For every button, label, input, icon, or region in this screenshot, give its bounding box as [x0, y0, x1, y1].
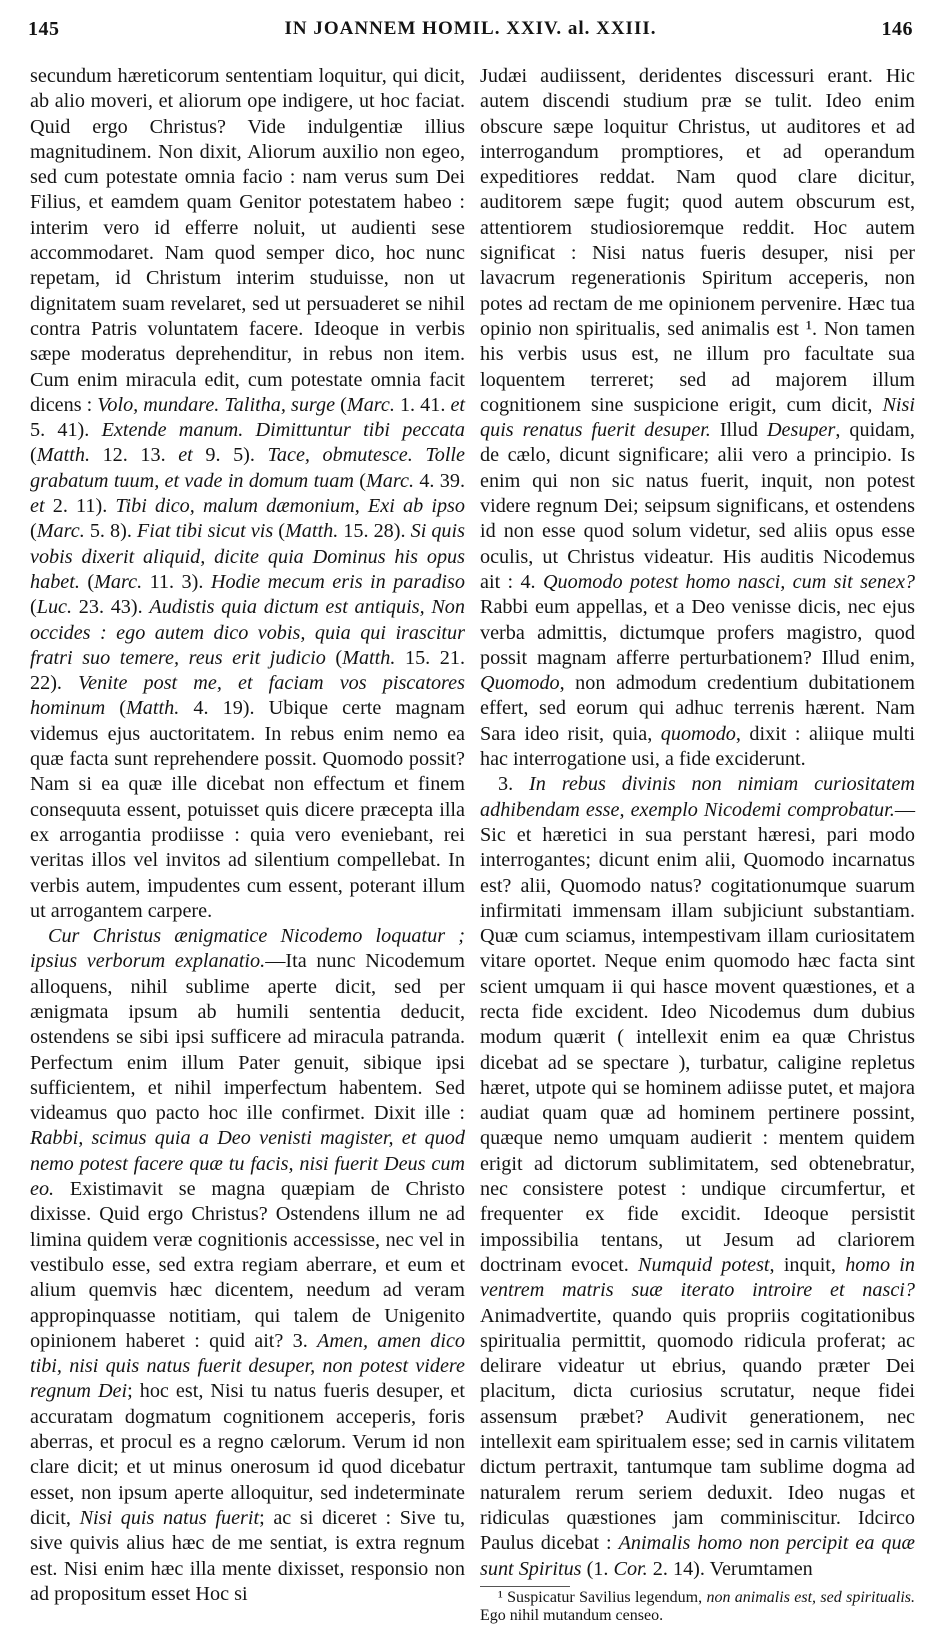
text-run: ( — [79, 570, 95, 593]
italic-run: Marc. — [94, 570, 143, 593]
text-run: Judæi audiissent, deridentes discessuri erant. Hic autem discendi studium præ se tulit. Ideo enim obscure sæpe loquitur Christus, ut auditores et ad interrogandum promptiores, et ad operandum expeditiores reddat. Nam quod clare dicitur, auditorem sæpe fugit; quod autem obscurum est, attentiorem studiosioremque reddit. Hoc autem significat : Nisi natus fueris desuper, nisi per lavacrum regenerationis Spiritum acceperis, non potes ad rectam de me opinionem pervenire. Hæc tua opinio non spiritualis, sed animalis est ¹. Non tamen his verbis usus est, ne illum pro facultate sua loquentem terreret; sed ad majorem illum cognitionem sine suspicione erigit, cum dicit, — [480, 65, 915, 416]
italic-run: Nisi quis renatus fuerit desuper. — [480, 393, 915, 442]
text-run: Illud — [710, 419, 767, 442]
italic-run: et — [30, 495, 45, 518]
text-run: 23. 43). — [72, 596, 150, 619]
text-run: —Sic et hæretici in sua perstant hæresi, pari modo interrogantes; dicunt enim alii, Quomodo incarnatus est? alii, Quomodo natus? cogitationumque suarum infirmitati immensam illam subjiciunt substantiam. Quæ cum sciamus, intempestivam illam curiositatem vitare oportet. Neque enim quomodo hæc facta sint scient umquam ii qui hasce movent quæstiones, et a recta fide excident. Ideo Nicodemus dum dubius modum quærit ( intellexit enim ea quæ Christus dicebat ad se spectare ), turbatur, caligine repletus hæret, utpote qui se hominem adiisse putet, et majora audiat quam quæ ad hominem pertinere possint, quæque nemo umquam audierit : mentem quidem erigit ad dictorum sublimitatem, sed obtenebratur, nec consistere potest : undique circumfertur, et frequenter ex fide excidit. Ideoque persistit impossibilia tentans, ut Jesum ad clariorem doctrinam evocet. — [480, 798, 915, 1276]
italic-run: Extende manum. Dimittuntur tibi peccata — [101, 419, 465, 442]
italic-run: Numquid potest — [638, 1253, 770, 1276]
text-run: 15. 21. 22). — [30, 646, 465, 695]
text-run: secundum hæreticorum sententiam loquitur, qui dicit, ab alio moveri, et aliorum ope indigere, ut hoc faciat. Quid ergo Christus? Vide indulgentiæ illius magnitudinem. Non dixit, Aliorum auxilio non egeo, sed cum potestate omnia facio : nam verus sum Dei Filius, et eamdem quam Genitor potestatem habeo : interim vero id efferre noluit, ut audienti sese accommodaret. Nam quod semper dico, hoc nunc repetam, id Christum interim studuisse, non ut dignitatem suam revelaret, sed ut persuaderet se nihil contra Patris voluntatem facere. Ideoque in verbis sæpe moderatus deprehenditur, in rebus non item. Cum enim miracula edit, cum potestate omnia facit dicens : — [30, 65, 465, 416]
right-paragraph-2 — [480, 772, 915, 1582]
text-run: ( — [335, 393, 347, 416]
italic-run: Marc. — [365, 469, 415, 492]
text-run: ; hoc est, Nisi tu natus fueris desuper, et accuratam dogmatum cognitionem acceperis, foris aberras, et procul es a regno cælorum. Verum id non clare dicit; et ut minus onerosum id quod dicebatur esset, non ipsum aperte alloquitur, sed indeterminate dicit, — [30, 1380, 465, 1529]
italic-run: Marc. — [36, 520, 85, 543]
text-run: ( — [30, 444, 37, 467]
left-paragraph-2 — [30, 924, 465, 1607]
text-run: ( — [353, 469, 366, 492]
text-run: ; ac si diceret : Sive tu, sive quivis alius hæc de me sentiat, is extra regnum est. Nisi enim hæc illa mente dixisset, responsio non ad propositum esset Hoc si — [30, 1506, 465, 1605]
text-run: ¹ Suspicatur Savilius legendum, — [498, 1588, 707, 1606]
italic-run: Tace, obmutesce. Tolle grabatum tuum, et vade in domum tuam — [30, 444, 465, 492]
italic-run: Cur Christus ænigmatice Nicodemo loquatur ; ipsius verborum explanatio. — [30, 925, 465, 973]
italic-run: Hodie mecum eris in paradiso — [210, 570, 465, 593]
text-run: 1. 41. — [394, 393, 451, 416]
text-run: Ego nihil mutandum censeo. — [480, 1606, 664, 1624]
italic-run: Nisi quis natus fuerit — [79, 1506, 260, 1529]
italic-run: homo in ventrem matris suæ iterato introire et nasci? — [480, 1253, 915, 1302]
text-run: 12. 13. — [90, 444, 179, 467]
running-title: IN JOANNEM HOMIL. XXIV. al. XXIII. — [284, 18, 657, 39]
text-run: 4. 19). Ubique certe magnam videmus ejus auctoritatem. In rebus enim nemo ea quæ facta sunt reprehendere possit. Quomodo possit? Nam si ea quæ ille dicebat non effectum et finem consequuta essent, potuisset quis dicere præcepta illa ex arrogantia prodiisse : quia vero eveniebant, rei veritas illos vel invitos ad silentium compellebat. In verbis autem, impudentes cum essent, poterant illum ut arrogantem carpere. — [30, 697, 465, 922]
text-run: ( — [30, 596, 37, 619]
running-header — [28, 12, 913, 46]
italic-run: et — [178, 444, 193, 467]
italic-run: Desuper — [766, 419, 836, 442]
text-run: Existimavit se magna quæpiam de Christo dixisse. Quid ergo Christus? Ostendens illum ne ad limina quidem veræ cognitionis accessisse, nec vel in vestibulo esse, sed extra regiam aberrare, et eum et alium quemvis hæc dicentem, needum ad veram appropinquasse notitiam, qui talem de Unigenito opinionem haberet : quid ait? 3. — [30, 1178, 465, 1352]
italic-run: In rebus divinis non nimiam curiositatem adhibendam esse, exemplo Nicodemi comprobatur. — [480, 773, 915, 821]
text-run: ( — [273, 520, 285, 543]
italic-run: Venite post me, et faciam vos piscatores hominum — [30, 672, 465, 720]
text-run: , non admodum credentium dubitationem effert, sed eorum qui adhuc terrenis hærent. Nam Sara ideo risit, quia, — [480, 672, 915, 745]
footnote-rule — [480, 1586, 570, 1587]
italic-run: Matth. — [342, 646, 396, 669]
text-run: 2. 11). — [44, 495, 116, 518]
italic-run: Tibi dico, malum dæmonium, Exi ab ipso — [115, 495, 465, 518]
text-run: 4. 39. — [414, 469, 465, 492]
text-run: Animadvertite, quando quis propriis cogitationibus spiritualia permittit, quomodo ridicula proferat; ac delirare videatur ut ebrius, quando præter Dei placitum, dicta curiosius scrutatur, neque fidei assensum præbet? Audivit generationem, nec intellexit eam spiritualem esse; sed in carnis vilitatem dictum pertraxit, tantumque tam sublime dogma ad naturalem rerum seriem deduxit. Ideo nugas et ridiculas quæstiones jam comminiscitur. Idcirco Paulus dicebat : — [480, 1304, 915, 1555]
text-run: ( — [105, 697, 126, 720]
footnote — [480, 1589, 915, 1625]
text-run: 11. 3). — [142, 570, 211, 593]
text-run: (1. — [581, 1557, 614, 1580]
left-column — [30, 64, 465, 1607]
italic-run: Matth. — [36, 444, 91, 467]
page-number-right: 146 — [881, 17, 913, 40]
left-paragraph-1 — [30, 64, 465, 924]
italic-run: Matth. — [125, 697, 180, 720]
italic-run: Quomodo — [480, 672, 560, 695]
italic-run: Si quis vobis dixerit aliquid, dicite quia Dominus his opus habet. — [30, 520, 465, 593]
italic-run: Matth. — [284, 520, 339, 543]
text-run: Rabbi eum appellas, et a Deo venisse dicis, nec ejus verba admittis, dictumque profers magistro, quod possit magnam afferre perturbationem? Illud enim, — [480, 596, 915, 669]
right-column — [480, 64, 915, 1625]
italic-run: Rabbi, scimus quia a Deo venisti magister, et quod nemo potest facere quæ tu facis, nisi fuerit Deus cum eo. — [30, 1127, 465, 1201]
text-run: 15. 28). — [338, 520, 411, 543]
text-run: 5. 41). — [30, 419, 102, 442]
italic-run: Animalis homo non percipit ea quæ sunt Spiritus — [480, 1532, 916, 1580]
text-run: , dixit : aliique multi hac interrogatione usi, a fide exciderunt. — [480, 722, 915, 771]
italic-run: Fiat tibi sicut vis — [136, 520, 274, 543]
text-run: ( — [30, 520, 37, 543]
italic-run: Amen, amen dico tibi, nisi quis natus fuerit desuper, non potest videre regnum Dei — [30, 1329, 466, 1403]
text-run: , inquit, — [769, 1253, 846, 1276]
italic-run: Audistis quia dictum est antiquis, Non occides : ego autem dico vobis, quia qui irascitur fratri suo temere, reus erit judicio — [30, 596, 465, 669]
text-run: 3. — [498, 773, 530, 796]
italic-run: et — [450, 393, 466, 416]
italic-run: Quomodo potest homo nasci, cum sit senex? — [542, 570, 915, 593]
text-run: , quidam, de cælo, dicunt significare; alii vero a principio. Is enim qui non sic natus fuerit, inquit, non potest videre regnum Dei; seipsum significans, et ostendens id non esse quod solum videtur, sed aliis opus esse oculis, ut Christus videatur. His auditis Nicodemus ait : 4. — [480, 419, 915, 593]
italic-run: Volo, mundare. Talitha, surge — [97, 393, 336, 416]
page-number-left: 145 — [28, 17, 60, 40]
text-run: 2. 14). Verumtamen — [647, 1557, 813, 1580]
text-run: ( — [325, 646, 343, 669]
text-run: 9. 5). — [192, 444, 268, 467]
italic-run: non animalis est, sed spiritualis. — [706, 1588, 915, 1606]
right-paragraph-1 — [480, 64, 915, 772]
text-run: —Ita nunc Nicodemum alloquens, nihil sublime aperte dicit, sed per ænigmata ipsum ab humili sententia deducit, ostendens se sibi ipsi sufficere ad miracula patranda. Perfectum enim illum Pater genuit, sibique ipsi sufficientem, et nihil imperfectum habentem. Sed videamus quo pacto hoc ille confirmet. Dixit ille : — [30, 950, 466, 1125]
italic-run: Cor. — [613, 1557, 648, 1580]
text-run: 5. 8). — [84, 520, 137, 543]
italic-run: Marc. — [346, 393, 395, 416]
italic-run: Luc. — [36, 596, 73, 619]
italic-run: quomodo — [660, 722, 736, 745]
